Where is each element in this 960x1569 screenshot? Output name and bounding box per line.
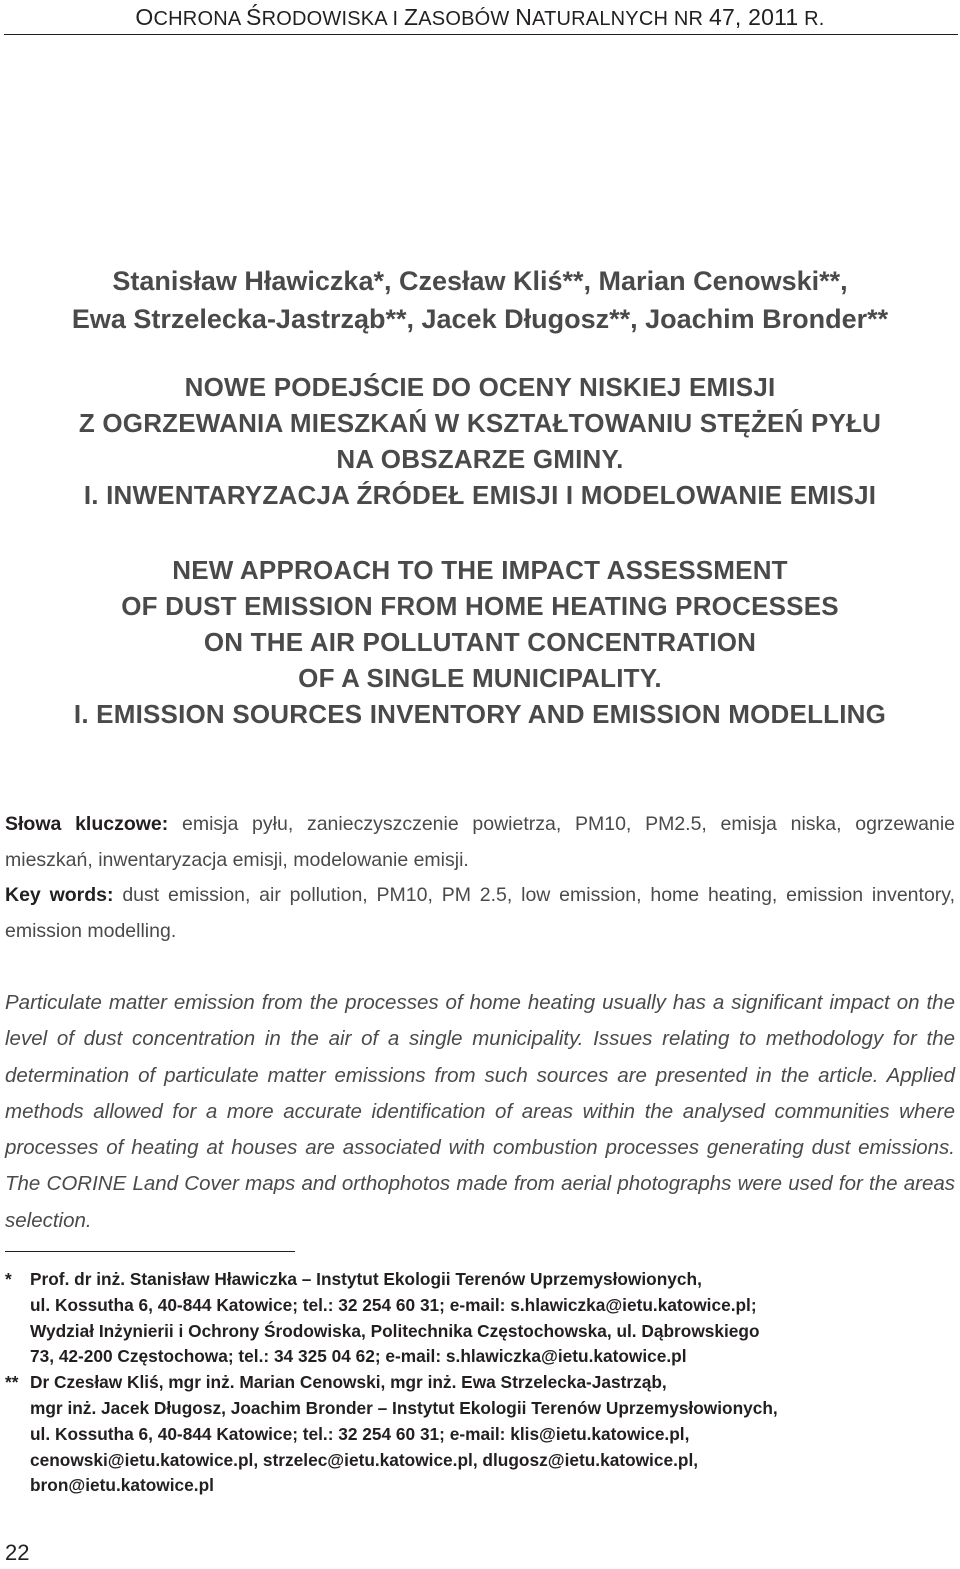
footnotes — [5, 1267, 955, 1499]
title-line: Z OGRZEWANIA MIESZKAŃ W KSZTAŁTOWANIU STĘŻEŃ PYŁU — [78, 408, 882, 438]
title-line: NEW APPROACH TO THE IMPACT ASSESSMENT — [172, 555, 788, 585]
authors-line: Ewa Strzelecka-Jastrząb**, Jacek Długosz**, Joachim Bronder** — [71, 304, 889, 334]
journal-name-initial: Z — [404, 4, 419, 30]
footnote-body — [30, 1370, 955, 1499]
keywords-polish — [5, 806, 955, 878]
journal-name-part: ATURALNYCH NR — [532, 8, 709, 30]
keywords-label: Key words: — [5, 884, 114, 906]
journal-header — [0, 4, 960, 31]
journal-name-initial: O — [135, 4, 154, 30]
title-line: I. INWENTARYZACJA ŹRÓDEŁ EMISJI I MODELOWANIE EMISJI — [83, 480, 877, 510]
title-polish — [0, 369, 960, 513]
keywords-label: Słowa kluczowe: — [5, 813, 169, 835]
keywords-text: dust emission, air pollution, PM10, PM 2.5, low emission, home heating, emission inventory, emission modelling. — [5, 884, 956, 942]
title-line: ON THE AIR POLLUTANT CONCENTRATION — [203, 627, 757, 657]
journal-name-part: CHRONA — [153, 8, 247, 30]
footnote-body — [30, 1267, 955, 1370]
title-line: NOWE PODEJŚCIE DO OCENY NISKIEJ EMISJI — [184, 372, 776, 402]
footnote — [5, 1267, 955, 1370]
footnote-line: Dr Czesław Kliś, mgr inż. Marian Cenowski, mgr inż. Ewa Strzelecka-Jastrząb, — [30, 1372, 667, 1393]
footnote-line: ul. Kossutha 6, 40-844 Katowice; tel.: 32 254 60 31; e-mail: s.hlawiczka@ietu.katowice.pl; — [30, 1294, 757, 1315]
journal-name — [135, 4, 825, 30]
journal-name-initial: Ś — [246, 4, 262, 30]
keywords-english — [5, 877, 955, 949]
footnote-line: ul. Kossutha 6, 40-844 Katowice; tel.: 32 254 60 31; e-mail: klis@ietu.katowice.pl, — [30, 1423, 690, 1444]
title-line: OF A SINGLE MUNICIPALITY. — [298, 663, 662, 693]
keywords-text: emisja pyłu, zanieczyszczenie powietrza, PM10, PM2.5, emisja niska, ogrzewanie mieszkań, inwentaryzacja emisji, modelowanie emisji. — [5, 813, 956, 871]
footnote-line: 73, 42-200 Częstochowa; tel.: 34 325 04 62; e-mail: s.hlawiczka@ietu.katowice.pl — [30, 1346, 687, 1367]
footnote-line: mgr inż. Jacek Długosz, Joachim Bronder – Instytut Ekologii Terenów Uprzemysłowionych, — [30, 1397, 778, 1418]
footnote-line: Wydział Inżynierii i Ochrony Środowiska, Politechnika Częstochowska, ul. Dąbrowskiego — [30, 1320, 760, 1341]
authors — [0, 262, 960, 338]
authors-line: Stanisław Hławiczka*, Czesław Kliś**, Marian Cenowski**, — [112, 266, 848, 296]
footnote-mark: ** — [5, 1372, 19, 1393]
journal-name-part: R. — [798, 8, 825, 30]
journal-name-part: ASOBÓW — [418, 8, 516, 30]
journal-name-initial: N — [515, 4, 533, 30]
title-line: I. EMISSION SOURCES INVENTORY AND EMISSION MODELLING — [73, 699, 887, 729]
title-line: OF DUST EMISSION FROM HOME HEATING PROCESSES — [121, 591, 839, 621]
footnote-line: Prof. dr inż. Stanisław Hławiczka – Instytut Ekologii Terenów Uprzemysłowionych, — [30, 1269, 702, 1289]
header-rule — [4, 34, 958, 35]
journal-name-part: RODOWISKA I — [261, 8, 405, 30]
footnote-mark: * — [5, 1269, 12, 1289]
abstract: Particulate matter emission from the processes of home heating usually has a significant impact on the level of dust concentration in the air of a single municipality. Issues relating to methodology for the determination of particulate matter emissions from such sources are presented in the article. Applied methods allowed for a more accurate identification of areas within the analysed communities where processes of heating at houses are associated with combustion processes generating dust emissions. The CORINE Land Cover maps and orthophotos made from aerial photographs were used for the areas selection. — [5, 991, 955, 1232]
footnote-line: bron@ietu.katowice.pl — [30, 1475, 214, 1496]
footnote-rule — [5, 1251, 295, 1252]
title-english — [0, 552, 960, 732]
page-number: 22 — [5, 1540, 30, 1565]
journal-issue: 47, 2011 — [708, 4, 799, 30]
title-line: NA OBSZARZE GMINY. — [336, 444, 624, 474]
footnote-line: cenowski@ietu.katowice.pl, strzelec@ietu.katowice.pl, dlugosz@ietu.katowice.pl, — [30, 1449, 699, 1470]
footnote — [5, 1370, 955, 1499]
